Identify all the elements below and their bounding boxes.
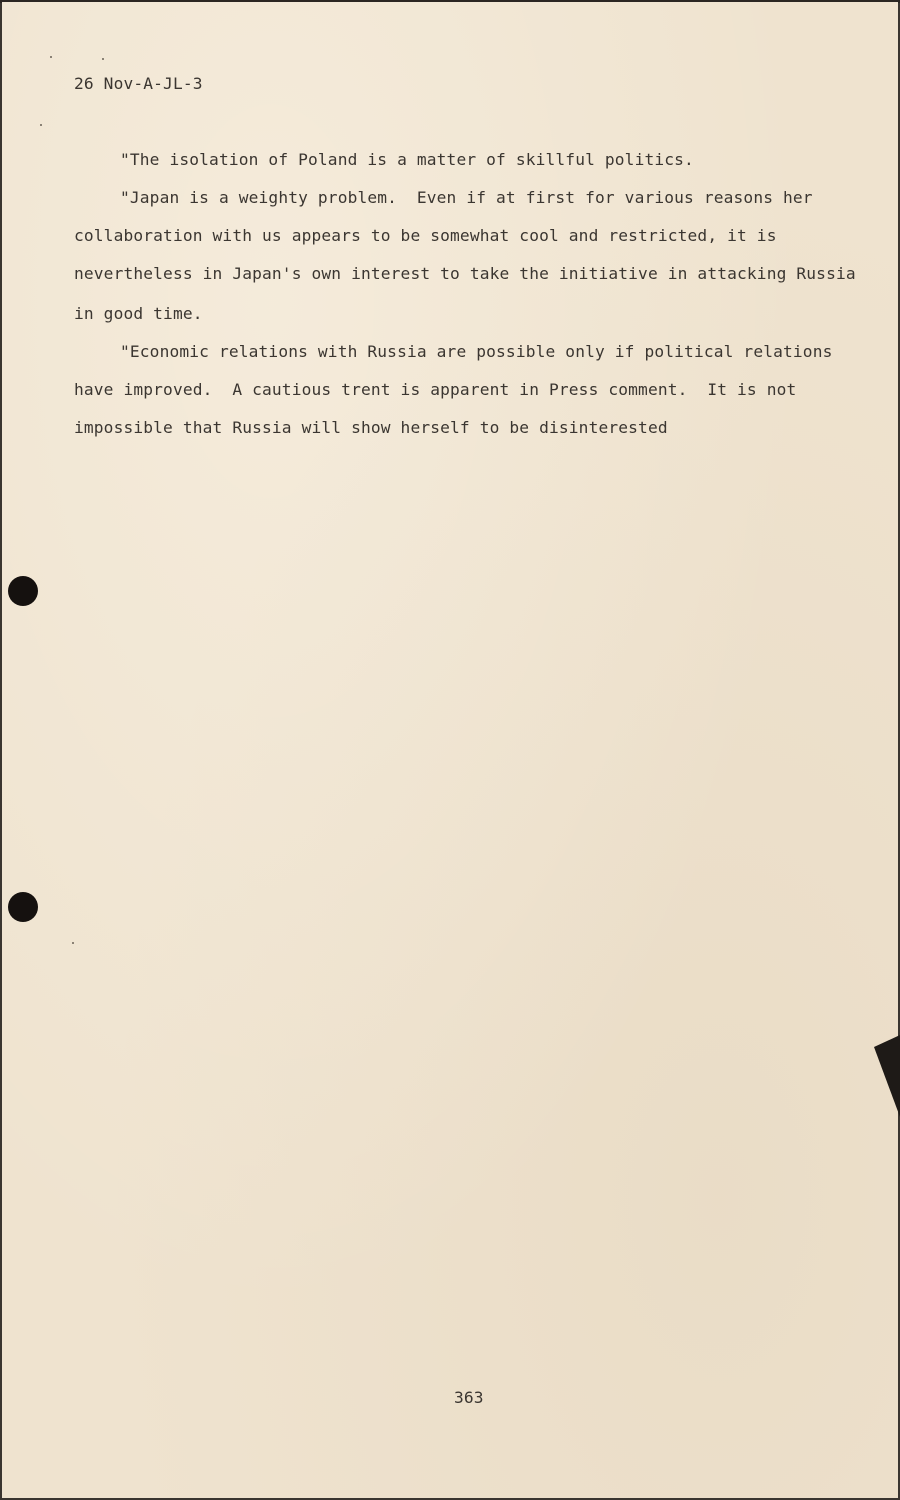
paragraph-line-2: "Japan is a weighty problem. Even if at first for various reasons her bbox=[120, 188, 813, 207]
document-page bbox=[2, 2, 898, 1498]
paper-speck bbox=[50, 56, 52, 58]
paragraph-line-4: nevertheless in Japan's own interest to take the initiative in attacking Russia bbox=[74, 264, 856, 283]
punch-hole-lower bbox=[8, 892, 38, 922]
paragraph-line-1: "The isolation of Poland is a matter of skillful politics. bbox=[120, 150, 694, 169]
punch-hole-upper bbox=[8, 576, 38, 606]
paragraph-line-6: "Economic relations with Russia are possible only if political relations bbox=[120, 342, 833, 361]
paper-speck bbox=[72, 942, 74, 944]
paper-speck bbox=[40, 124, 42, 126]
document-reference-header: 26 Nov-A-JL-3 bbox=[74, 74, 203, 93]
page-edge-notch bbox=[874, 1035, 900, 1117]
paragraph-line-5: in good time. bbox=[74, 304, 203, 323]
page-number: 363 bbox=[454, 1388, 484, 1407]
paper-speck bbox=[102, 58, 104, 60]
paragraph-line-7: have improved. A cautious trent is apparent in Press comment. It is not bbox=[74, 380, 797, 399]
paragraph-line-8: impossible that Russia will show herself to be disinterested bbox=[74, 418, 668, 437]
paragraph-line-3: collaboration with us appears to be somewhat cool and restricted, it is bbox=[74, 226, 777, 245]
